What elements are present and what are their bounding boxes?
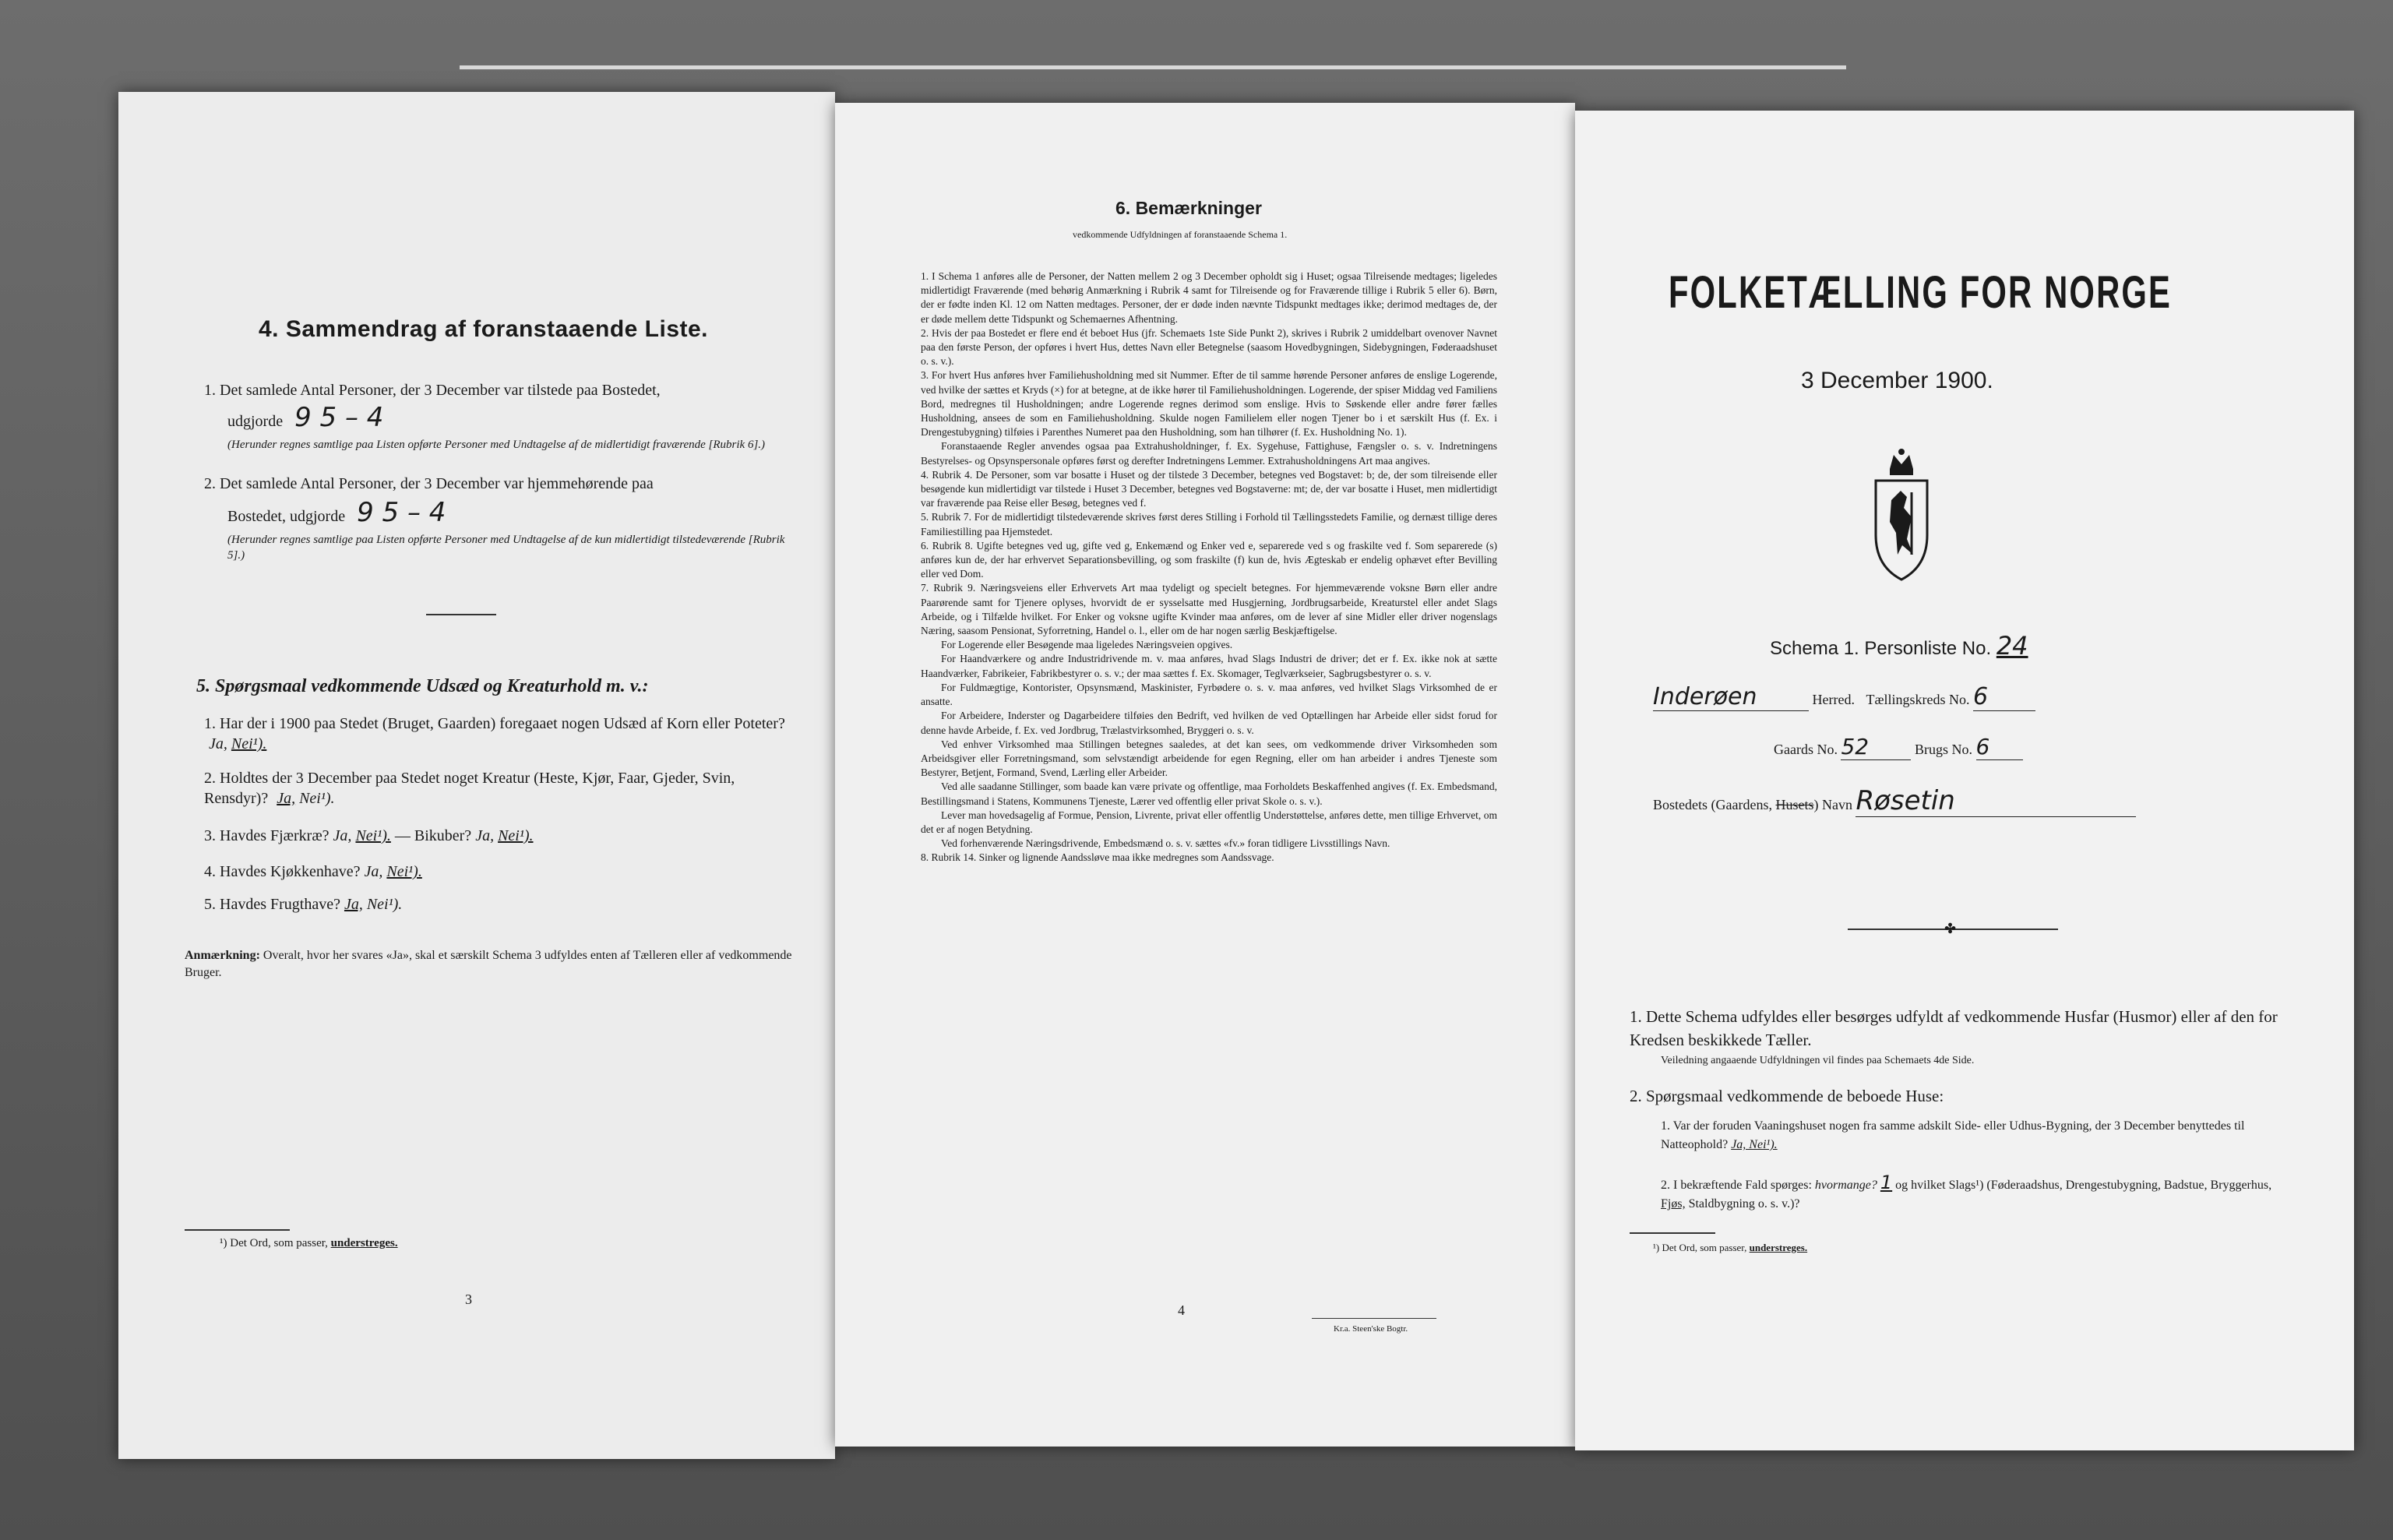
gaards-line xyxy=(1774,734,2023,760)
house-question-2-text: 2. I bekræftende Fald spørges: xyxy=(1661,1179,1812,1192)
personliste-number: 24 xyxy=(1996,631,2028,661)
remark-paragraph: 2. Hvis der paa Bostedet er flere end ét beboet Hus (jfr. Schemaets 1ste Side Punkt 2), skrives i Rubrik 2 umiddelbart ovenover Navnet paa den første Person, der opføres i hvert Hus, dettes Navn eller Betegnelse (saasom Hovedbygningen, Sidebygningen, Føderaadshuset o. s. v.). xyxy=(921,326,1497,368)
brugs-value: 6 xyxy=(1976,734,2023,760)
coat-of-arms-icon xyxy=(1866,446,1937,586)
question-1-text: 1. Har der i 1900 paa Stedet (Bruget, Gaarden) foregaaet nogen Udsæd af Korn eller Poteter? xyxy=(204,715,785,732)
divider xyxy=(426,614,496,615)
remark-paragraph: For Haandværkere og andre Industridrivende m. v. maa anføres, hvad Slags Industri de driver; det er f. Ex. ikke nok at sætte Haandværker, Fabrikeier, Fabrikbestyrer o. s. v.; der maa sættes f. Ex. Skomager, Teglværkseier, Sagbrugsbestyrer o. s. v. xyxy=(921,653,1497,679)
page-4 xyxy=(835,103,1575,1447)
page-3 xyxy=(118,92,835,1459)
summary-item-1-note: (Herunder regnes samtlige paa Listen opførte Personer med Undtagelse af de midlertidigt fraværende [Rubrik 6].) xyxy=(227,439,766,451)
annotation xyxy=(185,947,792,981)
kreds-label: Tællingskreds No. xyxy=(1866,692,1970,707)
q3b-yes: Ja, xyxy=(475,827,495,844)
question-4-text: 4. Havdes Kjøkkenhave? xyxy=(204,863,361,880)
q2-no: Nei¹). xyxy=(299,790,335,807)
footnote xyxy=(220,1237,398,1250)
house-question-1-answer: Ja, Nei¹). xyxy=(1731,1138,1778,1151)
question-3-text: 3. Havdes Fjærkræ? xyxy=(204,827,330,844)
summary-item-2-text: 2. Det samlede Antal Personer, der 3 December var hjemmehørende paa xyxy=(204,475,654,492)
annotation-text: Overalt, hvor her svares «Ja», skal et særskilt Schema 3 udfyldes enten af Tælleren eller af vedkommende Bruger. xyxy=(185,949,792,979)
house-question-2 xyxy=(1661,1173,2292,1214)
remark-paragraph: 8. Rubrik 14. Sinker og lignende Aandssløve maa ikke medregnes som Aandssvage. xyxy=(921,851,1274,864)
bosted-line xyxy=(1653,785,2323,817)
page-number-3: 3 xyxy=(465,1292,472,1307)
instruction-1-note: Veiledning angaaende Udfyldningen vil findes paa Schemaets 4de Side. xyxy=(1661,1055,1975,1066)
remarks-subtitle: vedkommende Udfyldningen af foranstaaende Schema 1. xyxy=(1073,229,1288,240)
resident-count: 9 5 – 4 xyxy=(357,497,446,528)
q3-no: Nei¹). xyxy=(355,827,391,844)
q3b-no: Nei¹). xyxy=(498,827,534,844)
summary-item-1-label: udgjorde xyxy=(227,413,284,430)
summary-item-2-label: Bostedet, udgjorde xyxy=(227,508,346,525)
house-question-2-list: og hvilket Slags¹) (Føderaadshus, Drengestubygning, Badstue, Bryggerhus, xyxy=(1895,1179,2272,1192)
q4-no: Nei¹). xyxy=(386,863,422,880)
remark-paragraph: Ved enhver Virksomhed maa Stillingen betegnes saaledes, at det kan sees, om vedkommende driver Virksomheden som Arbeidsgiver eller Forretningsmand, som selvstændigt arbeidende for egen Regning, eller om han arbeider i andres Tjeneste som Bestyrer, Betjent, Formand, Svend, Lærling eller Arbeider. xyxy=(921,738,1497,779)
footnote-3-emphasis: understreges. xyxy=(1749,1242,1808,1253)
remark-paragraph: 3. For hvert Hus anføres hver Familiehusholdning med sit Nummer. Efter de til samme hørende Personer anføres de enslige Logerende, ved hvilke der sættes et Kryds (×) for at betegne, at de ikke hører til Familiehusholdningen. Logerende, der spiser Middag ved Familiens Bord, medregnes til Husholdningen; andre Logerende regnes derimod som enslige. Hvis to Søskende eller andre fører fælles Husholdning, ansees de som en Familiehusholdning. Skulde nogen Familielem eller nogen Tjener bo i et særskilt Hus (f. Ex. i Drengestubygning) tilføies i Parenthes Numeret paa den Husholdning, som han tilhører (f. Ex. Husholdning No. 1). xyxy=(921,369,1497,439)
gaards-value: 52 xyxy=(1841,734,1911,760)
instruction-2: 2. Spørgsmaal vedkommende de beboede Huse: xyxy=(1630,1087,1944,1105)
summary-item-1-text: 1. Det samlede Antal Personer, der 3 December var tilstede paa Bostedet, xyxy=(204,382,661,399)
schema-label: Schema 1. Personliste No. xyxy=(1770,638,1992,659)
house-question-1-text: 1. Var der foruden Vaaningshuset nogen fra samme adskilt Side- eller Udhus-Bygning, der 3 December benyttedes til Natteophold? xyxy=(1661,1119,2245,1151)
question-1 xyxy=(204,714,796,754)
printer-rule xyxy=(1312,1318,1436,1319)
footnote-emphasis: understreges. xyxy=(330,1237,398,1249)
remark-paragraph: 7. Rubrik 9. Næringsveiens eller Erhvervets Art maa tydeligt og specielt betegnes. For hjemmeværende voksne Børn eller andre Paarørende samt for Tjenere oplyses, hvorvidt de er sysselsatte med Husgjerning, Jordbrugsarbeide, Kreaturstel eller andet Slags Arbeide, og i Tilfælde hvilket. For Enker og voksne ugifte Kvinder maa anføres, om de lever af sine Midler eller driver nogenslags Næring, saasom Pensionat, Syforretning, Handel o. l., eller om de har nogen særlig Beskjæftigelse. xyxy=(921,582,1497,637)
footnote-3 xyxy=(1653,1242,1807,1254)
footnote-rule xyxy=(185,1229,290,1231)
house-question-2-end: Staldbygning o. s. v.)? xyxy=(1688,1197,1800,1211)
house-type-fjos: Fjøs, xyxy=(1661,1197,1686,1211)
bosted-label-end: ) Navn xyxy=(1813,797,1852,812)
remarks-body xyxy=(921,270,1497,865)
ornament-icon: ✤ xyxy=(1944,921,1957,936)
kreds-value: 6 xyxy=(1973,683,2035,711)
present-count: 9 5 – 4 xyxy=(294,402,384,433)
herred-label: Herred. xyxy=(1812,692,1855,707)
question-3b-text: — Bikuber? xyxy=(394,827,472,844)
section-4-title: 4. Sammendrag af foranstaaende Liste. xyxy=(259,316,709,342)
q2-yes: Ja, xyxy=(277,790,296,807)
annotation-label: Anmærkning: xyxy=(185,949,260,962)
bosted-value: Røsetin xyxy=(1856,785,2136,817)
question-2-text: 2. Holdtes der 3 December paa Stedet noget Kreatur (Heste, Kjør, Faar, Gjeder, Svin, Rensdyr)? xyxy=(204,770,735,807)
remark-paragraph: Foranstaaende Regler anvendes ogsaa paa Extrahusholdninger, f. Ex. Sygehuse, Fattighuse, Fængsler o. s. v. Indretningens Bestyrelses- og Opsynspersonale opføres først og derefter Indretningens Lemmer. Extrahusholdningens Art maa angives. xyxy=(921,440,1497,467)
bosted-label: Bostedets (Gaardens, xyxy=(1653,797,1772,812)
house-count: 1 xyxy=(1880,1172,1893,1193)
census-title: FOLKETÆLLING FOR NORGE xyxy=(1669,267,2173,318)
q5-yes: Ja, xyxy=(344,896,363,913)
remark-paragraph: 5. Rubrik 7. For de midlertidigt tilstedeværende skrives først deres Stilling i Forhold til Tællingsstedets Familie, og dernæst tillige deres Familiestilling paa Hjemstedet. xyxy=(921,511,1497,537)
title-page xyxy=(1575,111,2354,1450)
remark-paragraph: Lever man hovedsagelig af Formue, Pension, Livrente, privat eller offentlig Understøttelse, anføres dette, men tillige Erhvervet, om det er af nogen Betydning. xyxy=(921,809,1497,835)
gaards-label: Gaards No. xyxy=(1774,742,1838,757)
summary-item-1 xyxy=(204,380,796,453)
herred-value: Inderøen xyxy=(1653,683,1809,711)
summary-item-2-note: (Herunder regnes samtlige paa Listen opførte Personer med Undtagelse af de kun midlertidigt tilstedeværende [Rubrik 5].) xyxy=(227,534,785,562)
summary-item-2 xyxy=(204,474,796,563)
remark-paragraph: For Arbeidere, Inderster og Dagarbeidere tilføies den Bedrift, ved hvilken de ved Optællingen har Arbeide eller sidst forud for denne havde Arbeide, f. Ex. ved Jordbrug, Trælastvirksomhed, Bryggeri o. s. v. xyxy=(921,710,1497,736)
brugs-label: Brugs No. xyxy=(1914,742,1972,757)
schema-line xyxy=(1770,631,2028,661)
footnote-rule-3 xyxy=(1630,1232,1715,1234)
q4-yes: Ja, xyxy=(364,863,383,880)
remark-paragraph: 1. I Schema 1 anføres alle de Personer, der Natten mellem 2 og 3 December opholdt sig i Huset; ogsaa Tilreisende medtages; ligeledes midlertidigt Fraværende (med behørig Anmærkning i Rubrik 4 samt for Tilreisende og for Fraværende tillige i Rubrik 5 eller 6). Børn, der er fødte inden Kl. 12 om Natten medtages. Personer, der er døde inden nævnte Tidspunkt medtages ikke; derimod medtages de, der er døde mellem dette Tidspunkt og Schemaernes Afhentning. xyxy=(921,270,1497,325)
house-question-2-hvormange: hvormange? xyxy=(1814,1179,1877,1192)
house-question-1 xyxy=(1661,1117,2292,1154)
page-number-4: 4 xyxy=(1178,1302,1185,1318)
question-5 xyxy=(204,894,796,914)
census-date: 3 December 1900. xyxy=(1801,368,1993,393)
footnote-3-text: ¹) Det Ord, som passer, xyxy=(1653,1242,1747,1253)
instruction-1-text: 1. Dette Schema udfyldes eller besørges udfyldt af vedkommende Husfar (Husmor) eller af den for Kredsen beskikkede Tæller. xyxy=(1630,1007,2278,1049)
question-2 xyxy=(204,768,796,809)
remark-paragraph: Ved alle saadanne Stillinger, som baade kan være private og offentlige, maa Forholdets Beskaffenhed angives (f. Ex. Embedsmand, Bestillingsmand i Statens, Kommunens Tjeneste, Lærer ved offentlig eller privat Skole o. s. v.). xyxy=(921,781,1497,807)
binding-strip xyxy=(460,65,1846,69)
q3-yes: Ja, xyxy=(333,827,352,844)
question-5-text: 5. Havdes Frugthave? xyxy=(204,896,340,913)
q1-yes: Ja, xyxy=(209,735,227,752)
remark-paragraph: For Logerende eller Besøgende maa ligeledes Næringsveien opgives. xyxy=(941,639,1233,651)
instruction-1 xyxy=(1630,1005,2292,1070)
remarks-title: 6. Bemærkninger xyxy=(1115,198,1262,218)
herred-line xyxy=(1653,683,2323,711)
bosted-struck: Husets xyxy=(1775,797,1814,812)
printer-imprint: Kr.a. Steen'ske Bogtr. xyxy=(1334,1324,1408,1334)
section-5-title: 5. Spørgsmaal vedkommende Udsæd og Kreaturhold m. v.: xyxy=(196,676,649,696)
q5-no: Nei¹). xyxy=(366,896,403,913)
remark-paragraph: 6. Rubrik 8. Ugifte betegnes ved ug, gifte ved g, Enkemænd og Enker ved e, separerede ved s og fraskilte ved f. Som separerede (s) anføres kun de, der har erhvervet Separationsbevilling, og som fraskilte (f) kun de, hvis Ægteskab er endelig ophævet efter Bevilling eller ved Dom. xyxy=(921,539,1497,580)
remark-paragraph: Ved forhenværende Næringsdrivende, Embedsmænd o. s. v. sættes «fv.» foran tidligere Livsstillings Navn. xyxy=(941,837,1390,850)
remark-paragraph: For Fuldmægtige, Kontorister, Opsynsmænd, Maskinister, Fyrbødere o. s. v. maa anføres, ved hvilket Slags Virksomhed de er ansatte. xyxy=(921,681,1497,708)
footnote-text: ¹) Det Ord, som passer, xyxy=(220,1237,328,1249)
question-4 xyxy=(204,862,796,882)
question-3 xyxy=(204,826,796,846)
remark-paragraph: 4. Rubrik 4. De Personer, som var bosatte i Huset og der tilstede 3 December, betegnes ved Bogstavet: b; de, der som tilreisende eller besøgende kun midlertidigt var tilstede i Huset 3 December, betegnes ved Bogstaverne: mt; de, der var bosatte i Huset, men midlertidigt var fraværende paa Reise eller Besøg, betegnes ved f. xyxy=(921,468,1497,509)
q1-no: Nei¹). xyxy=(231,735,267,752)
